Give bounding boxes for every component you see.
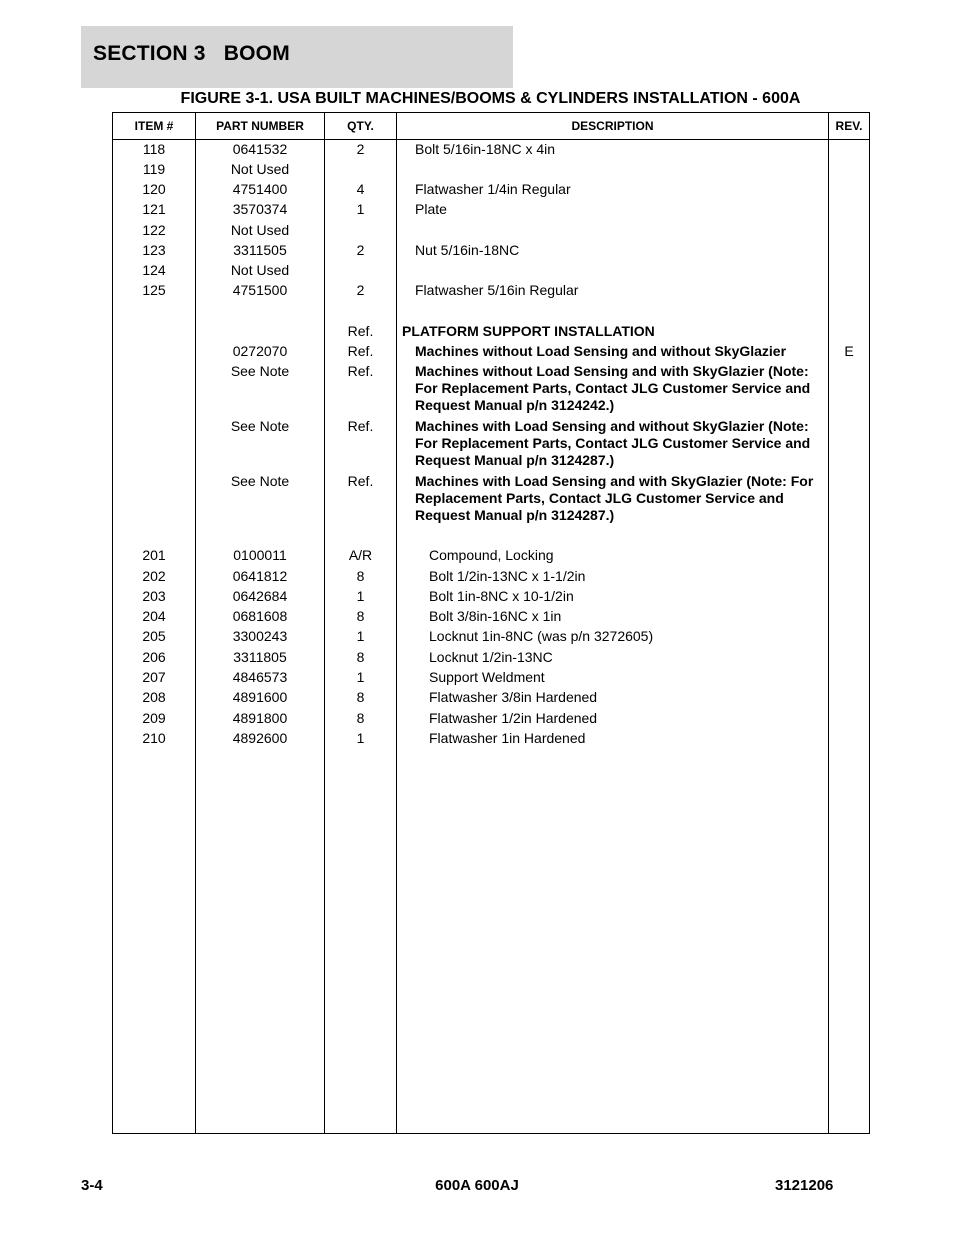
item-number: 124: [142, 262, 166, 278]
description: Bolt 1/2in-13NC x 1-1/2in: [429, 568, 586, 584]
description: Plate: [415, 201, 447, 217]
quantity: Ref.: [347, 363, 374, 379]
quantity: 8: [356, 568, 365, 584]
description: Flatwasher 1in Hardened: [429, 730, 586, 746]
quantity: 2: [356, 141, 365, 157]
quantity: 4: [356, 181, 365, 197]
figure-title: FIGURE 3-1. USA BUILT MACHINES/BOOMS & CYLINDERS INSTALLATION - 600A: [180, 90, 801, 107]
part-number: 3570374: [232, 201, 288, 217]
item-number: 204: [142, 608, 166, 624]
quantity: 1: [356, 669, 365, 685]
description: Flatwasher 1/2in Hardened: [429, 710, 598, 726]
parts-table: [112, 112, 870, 1134]
part-number: 0272070: [232, 343, 288, 359]
part-number: Not Used: [230, 262, 290, 278]
part-number: 0641812: [232, 568, 288, 584]
column-header-part-number: PART NUMBER: [216, 119, 304, 133]
quantity: 2: [356, 282, 365, 298]
item-number: 118: [142, 141, 166, 157]
quantity: 2: [356, 242, 365, 258]
section-title: SECTION 3 BOOM: [93, 42, 290, 65]
section-heading: PLATFORM SUPPORT INSTALLATION: [402, 323, 655, 339]
quantity: Ref.: [347, 343, 374, 359]
description: Nut 5/16in-18NC: [415, 242, 520, 258]
part-number: 3300243: [232, 628, 288, 644]
column-header-item: ITEM #: [134, 119, 174, 133]
part-number: 4751400: [232, 181, 288, 197]
part-number: See Note: [230, 418, 290, 434]
quantity: A/R: [348, 547, 373, 563]
description: Flatwasher 1/4in Regular: [415, 181, 571, 197]
item-number: 207: [142, 669, 166, 685]
part-number: 3311805: [233, 649, 287, 665]
section-header: [81, 26, 513, 88]
description: Bolt 1in-8NC x 10-1/2in: [429, 588, 574, 604]
part-number: 0681608: [232, 608, 288, 624]
quantity: Ref.: [347, 473, 374, 489]
item-number: 202: [142, 568, 166, 584]
column-header-rev: REV.: [835, 119, 863, 133]
revision: E: [844, 343, 854, 359]
description: Compound, Locking: [429, 547, 554, 563]
quantity: 8: [356, 608, 365, 624]
part-number: See Note: [230, 363, 290, 379]
column-divider: [396, 113, 397, 1133]
quantity: 8: [356, 649, 365, 665]
part-number: Not Used: [230, 161, 290, 177]
description: Flatwasher 3/8in Hardened: [429, 689, 598, 705]
description: Machines without Load Sensing and with SkyGlazier (Note: For Replacement Parts, Contact JLG Customer Service and Request Manual p/n 3124242.): [415, 363, 811, 413]
description: Machines with Load Sensing and with SkyGlazier (Note: For Replacement Parts, Contact JLG Customer Service and Request Manual p/n 3124287.): [415, 473, 814, 523]
part-number: 4846573: [232, 669, 288, 685]
description: Locknut 1in-8NC (was p/n 3272605): [429, 628, 654, 644]
part-number: See Note: [230, 473, 290, 489]
part-number: 4891600: [232, 689, 288, 705]
part-number: 3311505: [233, 242, 287, 258]
part-number: Not Used: [230, 222, 290, 238]
quantity: Ref.: [347, 323, 374, 339]
part-number: 4891800: [232, 710, 288, 726]
item-number: 210: [142, 730, 166, 746]
page-number: 3-4: [81, 1177, 103, 1194]
item-number: 125: [142, 282, 166, 298]
column-header-qty: QTY.: [347, 119, 374, 133]
column-header-description: DESCRIPTION: [571, 119, 654, 133]
quantity: 1: [356, 588, 365, 604]
manual-number: 3121206: [775, 1177, 834, 1194]
part-number: 0100011: [233, 547, 287, 563]
item-number: 206: [142, 649, 166, 665]
item-number: 121: [142, 201, 166, 217]
description: Locknut 1/2in-13NC: [429, 649, 553, 665]
quantity: 1: [356, 201, 365, 217]
item-number: 119: [142, 161, 166, 177]
item-number: 122: [142, 222, 166, 238]
quantity: 1: [356, 628, 365, 644]
column-divider: [828, 113, 829, 1133]
description: Support Weldment: [429, 669, 545, 685]
description: Flatwasher 5/16in Regular: [415, 282, 579, 298]
model-number: 600A 600AJ: [435, 1177, 519, 1194]
item-number: 123: [142, 242, 166, 258]
item-number: 208: [142, 689, 166, 705]
part-number: 0641532: [232, 141, 288, 157]
quantity: 1: [356, 730, 365, 746]
description: Bolt 3/8in-16NC x 1in: [429, 608, 562, 624]
description: Machines without Load Sensing and without SkyGlazier: [415, 343, 787, 359]
description: Machines with Load Sensing and without SkyGlazier (Note: For Replacement Parts, Contact JLG Customer Service and Request Manual p/n 3124287.): [415, 418, 811, 468]
part-number: 4892600: [232, 730, 288, 746]
part-number: 4751500: [232, 282, 288, 298]
header-divider: [113, 139, 869, 140]
item-number: 209: [142, 710, 166, 726]
item-number: 120: [142, 181, 166, 197]
quantity: Ref.: [347, 418, 374, 434]
quantity: 8: [356, 689, 365, 705]
quantity: 8: [356, 710, 365, 726]
item-number: 203: [142, 588, 166, 604]
item-number: 205: [142, 628, 166, 644]
description: Bolt 5/16in-18NC x 4in: [415, 141, 556, 157]
part-number: 0642684: [232, 588, 288, 604]
item-number: 201: [142, 547, 166, 563]
